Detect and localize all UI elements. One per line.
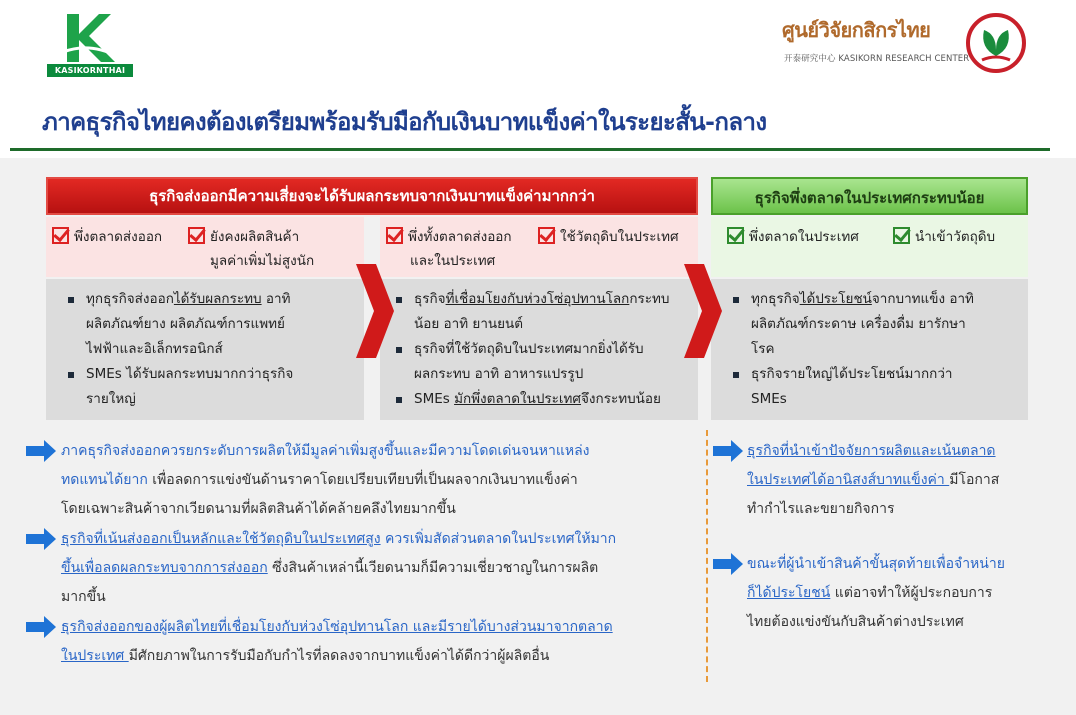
- column-divider: [706, 430, 708, 682]
- domestic-header: ธุรกิจพึ่งตลาดในประเทศกระทบน้อย: [711, 177, 1028, 215]
- check-import-materials: นำเข้าวัตถุดิบ: [893, 225, 995, 249]
- list-item: SMEs ได้รับผลกระทบมากกว่าธุรกิจ รายใหญ่: [68, 362, 358, 412]
- list-item: SMEs มักพึ่งตลาดในประเทศจึงกระทบน้อย: [396, 387, 694, 412]
- arrow-right-icon: [26, 616, 56, 638]
- check-both-markets: พึ่งทั้งตลาดส่งออก และในประเทศ: [386, 225, 512, 273]
- checkbox-icon: [386, 227, 403, 244]
- research-center-thai: ศูนย์วิจัยกสิกรไทย: [782, 18, 931, 42]
- note-importers-benefit: ธุรกิจที่นำเข้าปัจจัยการผลิตและเน้นตลาด ในประเทศได้อานิสงส์บาทแข็งค่า มีโอกาส ทำกำไรและขยายกิจการ: [747, 443, 1000, 517]
- chevron-right-icon: [682, 262, 724, 360]
- export-risk-header: ธุรกิจส่งออกมีความเสี่ยงจะได้รับผลกระทบจากเงินบาทแข็งค่ามากกว่า: [46, 177, 698, 215]
- k-logo-icon: [59, 12, 119, 64]
- note-value-added: ภาคธุรกิจส่งออกควรยกระดับการผลิตให้มีมูลค่าเพิ่มสูงขึ้นและมีความโดดเด่นจนหาแหล่ง ทดแทนได้ยาก เพื่อลดการแข่งขันด้านราคาโดยเปรียบเทียบที่เป็นผลจากเงินบาทแข็งค่า โดยเฉพาะสินค้าจากเวียดนามที่ผลิตสินค้าได้คล้ายคลึงไทยมากขึ้น: [61, 443, 590, 517]
- brand-name: KASIKORNTHAI: [47, 64, 133, 77]
- kasikorn-research-logo: [780, 12, 1030, 76]
- check-export-market: พึ่งตลาดส่งออก: [52, 225, 162, 249]
- col3-bullets: [733, 287, 1023, 412]
- arrow-right-icon: [713, 553, 743, 575]
- col1-bullets: [68, 287, 358, 412]
- checkbox-icon: [727, 227, 744, 244]
- list-item: ธุรกิจที่ใช้วัตถุดิบในประเทศมากยิ่งได้รับ ผลกระทบ อาทิ อาหารแปรรูป: [396, 337, 694, 387]
- kbank-seal-icon: [966, 12, 1026, 74]
- page-title: ภาคธุรกิจไทยคงต้องเตรียมพร้อมรับมือกับเงินบาทแข็งค่าในระยะสั้น-กลาง: [42, 108, 767, 136]
- col2-bullets: [396, 287, 694, 412]
- arrow-right-icon: [713, 440, 743, 462]
- note-domestic-share: ธุรกิจที่เน้นส่งออกเป็นหลักและใช้วัตถุดิบในประเทศสูง ควรเพิ่มสัดส่วนตลาดในประเทศให้มาก ขึ้นเพื่อลดผลกระทบจากการส่งออก ซึ่งสินค้าเหล่านี้เวียดนามก็มีความเชี่ยวชาญในการผลิต มากขึ้น: [61, 531, 617, 605]
- research-center-eng: 开泰研究中心 KASIKORN RESEARCH CENTER: [784, 54, 970, 64]
- checkbox-icon: [188, 227, 205, 244]
- arrow-right-icon: [26, 440, 56, 462]
- checkbox-icon: [893, 227, 910, 244]
- checkbox-icon: [538, 227, 555, 244]
- list-item: ธุรกิจรายใหญ่ได้ประโยชน์มากกว่า SMEs: [733, 362, 1023, 412]
- check-domestic-market: พึ่งตลาดในประเทศ: [727, 225, 859, 249]
- list-item: ทุกธุรกิจได้ประโยชน์จากบาทแข็ง อาทิ ผลิตภัณฑ์กระดาษ เครื่องดื่ม ยารักษา โรค: [733, 287, 1023, 362]
- note-supply-chain: ธุรกิจส่งออกของผู้ผลิตไทยที่เชื่อมโยงกับห่วงโซ่อุปทานโลก และมีรายได้บางส่วนมาจากตลาด ในประเทศ มีศักยภาพในการรับมือกับกำไรที่ลดลงจากบาทแข็งค่าได้ดีกว่าผู้ผลิตอื่น: [61, 619, 613, 664]
- note-final-goods-importers: ขณะที่ผู้นำเข้าสินค้าขั้นสุดท้ายเพื่อจำหน่าย ก็ได้ประโยชน์ แต่อาจทำให้ผู้ประกอบการ ไทยต้องแข่งขันกับสินค้าต่างประเทศ: [747, 556, 1005, 630]
- title-divider: [10, 148, 1050, 151]
- arrow-right-icon: [26, 528, 56, 550]
- list-item: ทุกธุรกิจส่งออกได้รับผลกระทบ อาทิ ผลิตภัณฑ์ยาง ผลิตภัณฑ์การแพทย์ ไฟฟ้าและอิเล็กทรอนิกส์: [68, 287, 358, 362]
- check-local-materials: ใช้วัตถุดิบในประเทศ: [538, 225, 679, 249]
- list-item: ธุรกิจที่เชื่อมโยงกับห่วงโซ่อุปทานโลกกระทบ น้อย อาทิ ยานยนต์: [396, 287, 694, 337]
- chevron-right-icon: [354, 262, 396, 360]
- checkbox-icon: [52, 227, 69, 244]
- check-low-value: ยังคงผลิตสินค้า มูลค่าเพิ่มไม่สูงนัก: [188, 225, 314, 273]
- kasikornthai-logo: [47, 12, 133, 76]
